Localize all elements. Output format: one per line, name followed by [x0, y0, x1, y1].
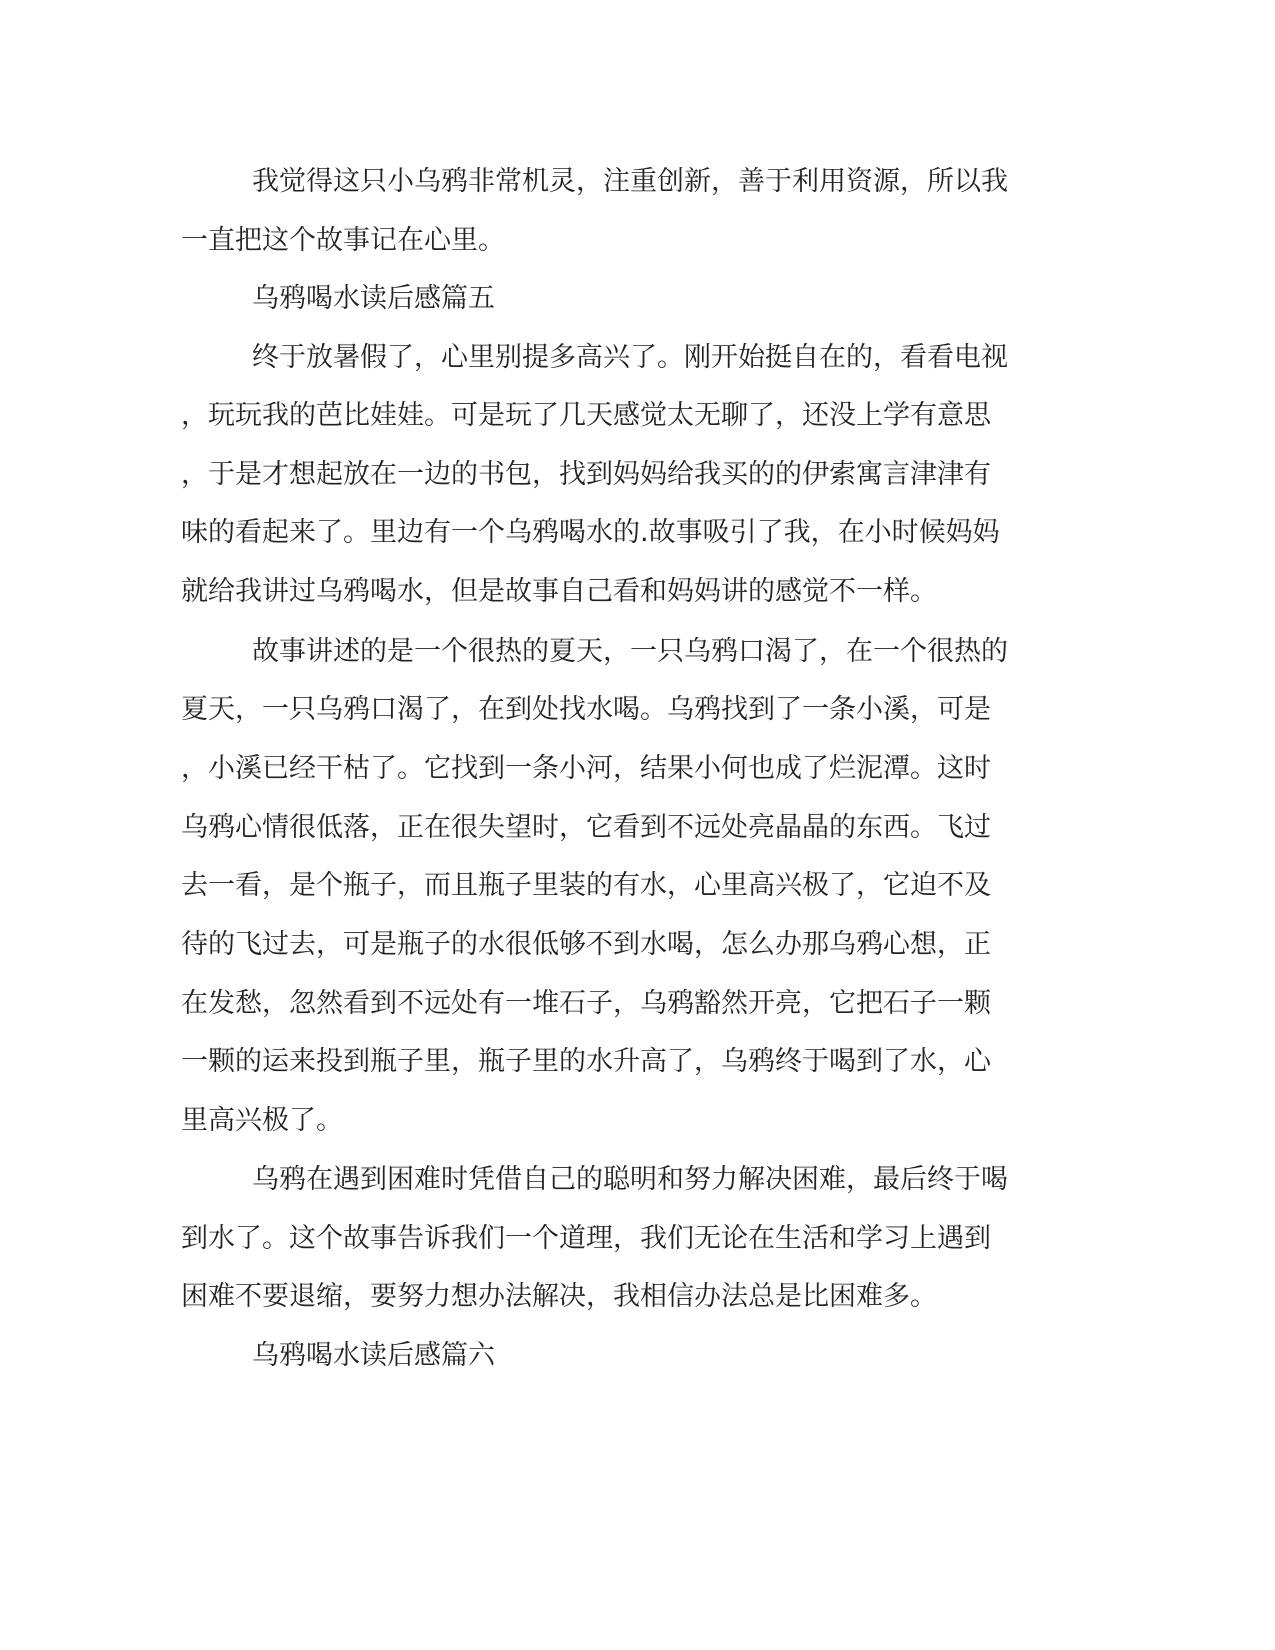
section-heading: 乌鸦喝水读后感篇五 — [252, 283, 495, 314]
body-text-line: 夏天，一只乌鸦口渴了，在到处找水喝。乌鸦找到了一条小溪，可是 — [181, 694, 991, 725]
body-text-line: 到水了。这个故事告诉我们一个道理，我们无论在生活和学习上遇到 — [181, 1223, 991, 1254]
body-text-line: 里高兴极了。 — [181, 1105, 343, 1136]
body-text-line: 去一看，是个瓶子，而且瓶子里装的有水，心里高兴极了，它迫不及 — [181, 870, 991, 901]
body-text-line: 乌鸦在遇到困难时凭借自己的聪明和努力解决困难，最后终于喝 — [252, 1164, 1008, 1195]
body-text-line: 就给我讲过乌鸦喝水，但是故事自己看和妈妈讲的感觉不一样。 — [181, 576, 937, 607]
body-text-line: 待的飞过去，可是瓶子的水很低够不到水喝，怎么办那乌鸦心想，正 — [181, 929, 991, 960]
body-text-line: ，于是才想起放在一边的书包，找到妈妈给我买的的伊索寓言津津有 — [181, 459, 991, 490]
body-text-line: ，小溪已经干枯了。它找到一条小河，结果小何也成了烂泥潭。这时 — [181, 753, 991, 784]
body-text-line: 在发愁，忽然看到不远处有一堆石子，乌鸦豁然开亮，它把石子一颗 — [181, 988, 991, 1019]
body-text-line: 我觉得这只小乌鸦非常机灵，注重创新，善于利用资源，所以我 — [252, 166, 1008, 197]
section-heading: 乌鸦喝水读后感篇六 — [252, 1340, 495, 1371]
body-text-line: 一直把这个故事记在心里。 — [181, 225, 505, 256]
body-text-line: 故事讲述的是一个很热的夏天，一只乌鸦口渴了，在一个很热的 — [252, 636, 1008, 667]
body-text-line: ，玩玩我的芭比娃娃。可是玩了几天感觉太无聊了，还没上学有意思 — [181, 400, 991, 431]
body-text-line: 终于放暑假了，心里别提多高兴了。刚开始挺自在的，看看电视 — [252, 342, 1008, 373]
body-text-line: 乌鸦心情很低落，正在很失望时，它看到不远处亮晶晶的东西。飞过 — [181, 812, 991, 843]
body-text-line: 困难不要退缩，要努力想办法解决，我相信办法总是比困难多。 — [181, 1281, 937, 1312]
body-text-line: 一颗的运来投到瓶子里，瓶子里的水升高了，乌鸦终于喝到了水，心 — [181, 1046, 991, 1077]
body-text-line: 味的看起来了。里边有一个乌鸦喝水的.故事吸引了我，在小时候妈妈 — [181, 517, 1000, 548]
